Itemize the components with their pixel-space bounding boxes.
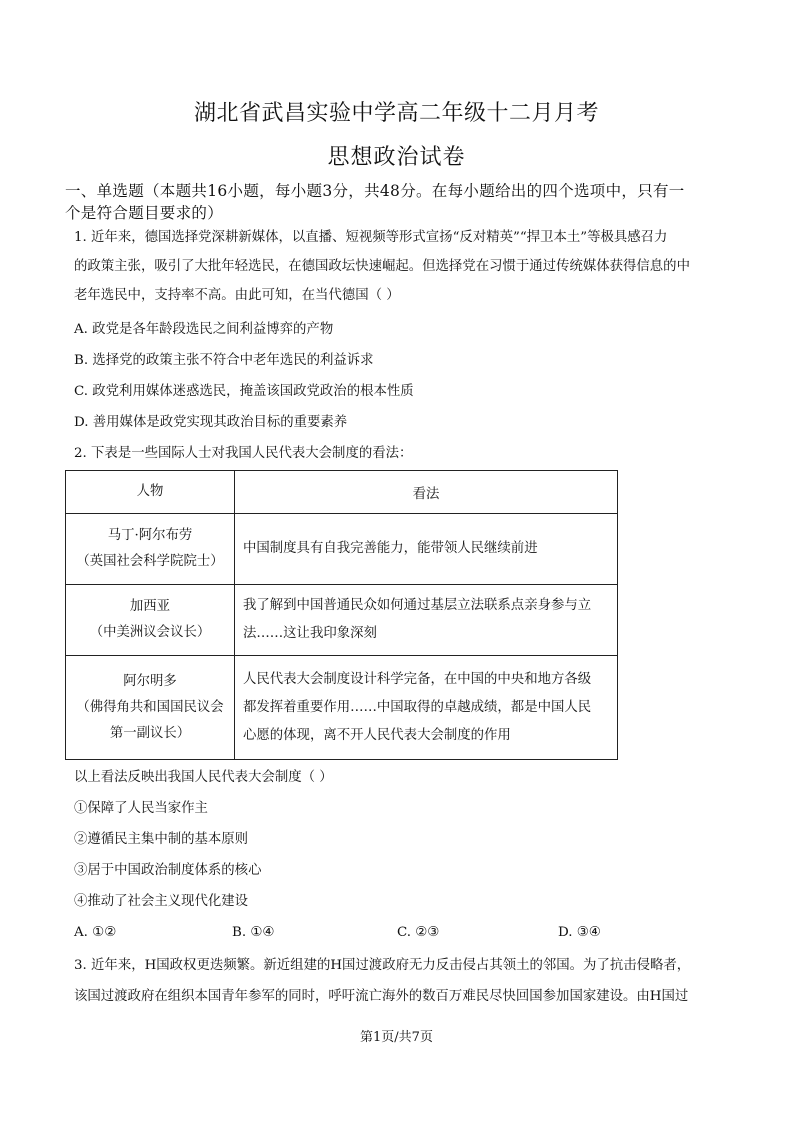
- section-heading-line-1: 一、单选题（本题共16小题，每小题3分，共48分。在每小题给出的四个选项中，只有一: [65, 182, 685, 200]
- page-footer: 第1页/共7页: [360, 1030, 433, 1045]
- table-header-row: [66, 471, 618, 514]
- q1-option-b: B. 选择党的政策主张不符合中老年选民的利益诉求: [74, 353, 374, 368]
- person-name: 加西亚: [129, 599, 171, 614]
- table-header-person: 人物: [66, 471, 235, 514]
- exam-title: 湖北省武昌实验中学高二年级十二月月考: [193, 101, 599, 126]
- q2-item-2: ②遵循民主集中制的基本原则: [74, 832, 249, 847]
- person-cell: [66, 656, 235, 760]
- person-title: 第一副议长）: [109, 725, 191, 741]
- q2-choice-a: A. ①②: [74, 925, 117, 940]
- q1-stem-line-2: 的政策主张，吸引了大批年轻选民，在德国政坛快速崛起。但选择党在习惯于通过传统媒体获得信息的中: [74, 259, 690, 274]
- person-title: （英国社会科学院院士）: [76, 554, 224, 569]
- view-text: 我了解到中国普通民众如何通过基层立法联系点亲身参与立: [243, 598, 592, 613]
- q1-stem-line-1: 1. 近年来，德国选择党深耕新媒体，以直播、短视频等形式宣扬“反对精英”“捍卫本土”等极具感召力: [74, 230, 668, 245]
- opinions-table: [65, 470, 618, 760]
- view-text: 都发挥着重要作用……中国取得的卓越成绩，都是中国人民: [243, 699, 592, 715]
- table-row: [66, 656, 618, 760]
- q2-stem: 2. 下表是一些国际人士对我国人民代表大会制度的看法：: [74, 446, 413, 461]
- view-cell: [235, 514, 618, 585]
- table-row: [66, 514, 618, 585]
- q2-item-1: ①保障了人民当家作主: [74, 801, 208, 816]
- person-name: 马丁·阿尔布劳: [107, 528, 193, 543]
- section-heading-line-2: 个是符合题目要求的）: [65, 204, 224, 222]
- view-text: 心愿的体现，离不开人民代表大会制度的作用: [243, 727, 511, 743]
- person-cell: [66, 514, 235, 585]
- q2-choice-c: C. ②③: [397, 925, 440, 940]
- person-cell: [66, 585, 235, 656]
- person-title: （中美洲议会议长）: [89, 625, 211, 640]
- view-cell: [235, 585, 618, 656]
- q2-choice-b: B. ①④: [232, 925, 275, 940]
- person-title: （佛得角共和国国民议会: [76, 699, 224, 715]
- q2-question: 以上看法反映出我国人民代表大会制度（ ）: [74, 770, 333, 785]
- q2-item-4: ④推动了社会主义现代化建设: [74, 894, 249, 909]
- q2-choice-d: D. ③④: [558, 925, 601, 940]
- q2-item-3: ③居于中国政治制度体系的核心: [74, 863, 262, 878]
- view-text: 法……这让我印象深刻: [243, 626, 377, 641]
- q3-stem-line-1: 3. 近年来，H国政权更迭频繁。新近组建的H国过渡政府无力反击侵占其领土的邻国。为了抗击侵略者，: [74, 958, 691, 973]
- view-cell: [235, 656, 618, 760]
- person-name: 阿尔明多: [123, 673, 177, 689]
- q3-stem-line-2: 该国过渡政府在组织本国青年参军的同时，呼吁流亡海外的数百万难民尽快回国参加国家建设。由H国过: [74, 989, 689, 1004]
- q1-option-a: A. 政党是各年龄段选民之间利益博弈的产物: [74, 322, 334, 337]
- view-text: 人民代表大会制度设计科学完备，在中国的中央和地方各级: [243, 671, 592, 687]
- q1-stem-line-3: 老年选民中，支持率不高。由此可知，在当代德国（ ）: [74, 288, 400, 303]
- table-header-view: 看法: [235, 471, 618, 514]
- q1-option-d: D. 善用媒体是政党实现其政治目标的重要素养: [74, 415, 348, 430]
- exam-subtitle: 思想政治试卷: [327, 145, 466, 170]
- table-row: [66, 585, 618, 656]
- q1-option-c: C. 政党利用媒体迷惑选民，掩盖该国政党政治的根本性质: [74, 384, 414, 399]
- view-text: 中国制度具有自我完善能力，能带领人民继续前进: [243, 541, 538, 556]
